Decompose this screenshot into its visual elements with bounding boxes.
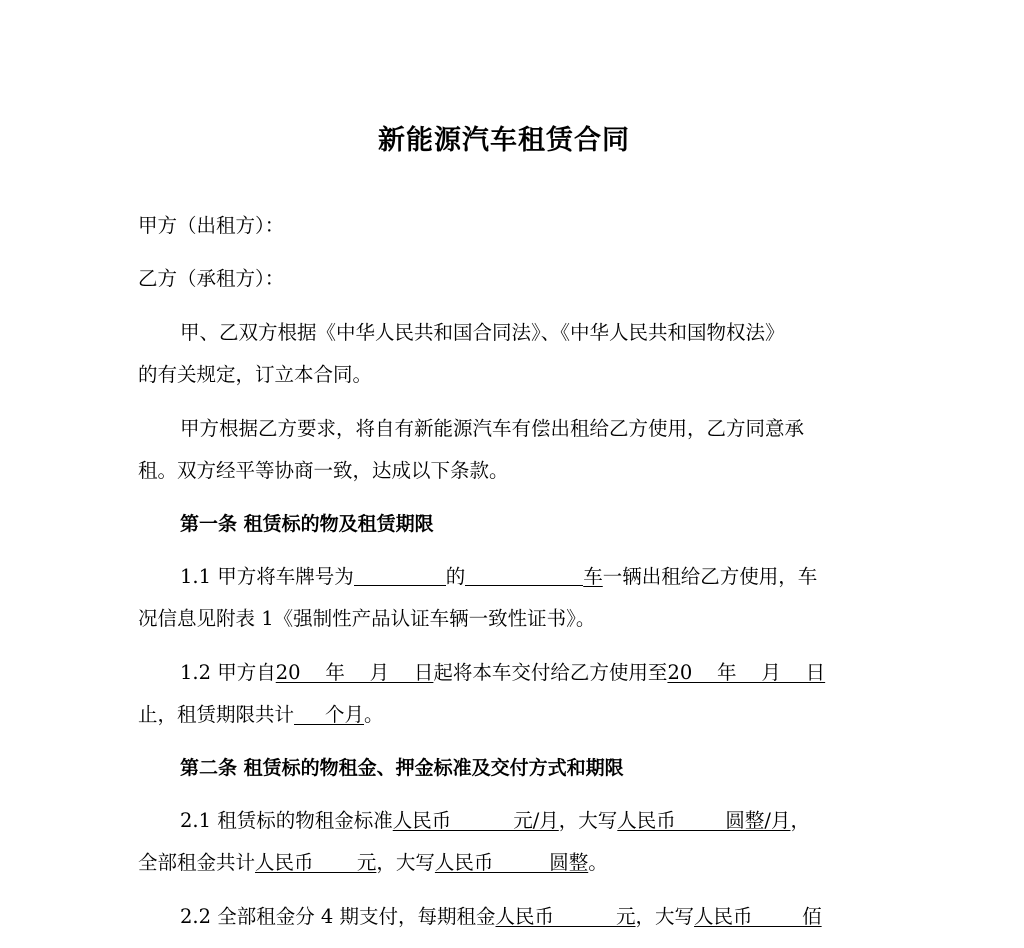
lease-months-field: 个月 xyxy=(294,703,365,726)
article-2-heading: 第二条 租赁标的物租金、押金标准及交付方式和期限 xyxy=(180,757,624,779)
clause-1-2-line1 xyxy=(180,660,825,686)
clause-1-2-text-e: 止，租赁期限共计 xyxy=(138,703,295,726)
clause-2-1-text-j: 。 xyxy=(588,851,608,874)
end-date-field: 20 年 月 日 xyxy=(667,661,826,684)
purpose-paragraph-line1: 甲方根据乙方要求，将自有新能源汽车有偿出租给乙方使用，乙方同意承 xyxy=(180,417,805,440)
purpose-paragraph-line2: 租。双方经平等协商一致，达成以下条款。 xyxy=(138,459,509,482)
clause-2-1-line2 xyxy=(138,850,608,876)
clause-2-1-text-e: ， xyxy=(790,809,810,832)
clause-1-1-line1 xyxy=(180,564,817,590)
clause-2-1-text-h: ，大写 xyxy=(376,851,435,874)
intro-paragraph-line2: 的有关规定，订立本合同。 xyxy=(138,363,373,386)
article-1-heading: 第一条 租赁标的物及租赁期限 xyxy=(180,513,434,535)
party-a-label: 甲方（出租方）： xyxy=(138,214,285,237)
clause-2-1-text-a: 2.1 租赁标的物租金标准 xyxy=(180,809,393,832)
clause-1-2-text-c: 起将本车交付给乙方使用至 xyxy=(433,661,668,684)
clause-1-2-text-g: 。 xyxy=(364,703,384,726)
clause-2-2-text-a: 2.2 全部租金分 4 期支付，每期租金 xyxy=(180,905,496,928)
clause-1-2-line2 xyxy=(138,702,384,728)
clause-1-1-text-c: 车 xyxy=(583,565,603,588)
total-rent-uppercase-field: 人民币 圆整 xyxy=(434,851,589,874)
party-b-label: 乙方（承租方）： xyxy=(138,267,285,290)
monthly-rent-field: 人民币 元/月 xyxy=(392,809,559,832)
intro-paragraph-line1: 甲、乙双方根据《中华人民共和国合同法》、《中华人民共和国物权法》 xyxy=(180,321,785,344)
installment-rent-uppercase-field: 人民币 佰 xyxy=(694,905,822,928)
installment-rent-field: 人民币 元 xyxy=(495,905,636,928)
clause-2-2-text-c: ，大写 xyxy=(635,905,695,928)
document-title: 新能源汽车租赁合同 xyxy=(378,125,630,156)
clause-2-2-line1 xyxy=(180,904,822,930)
clause-1-1-text-b: 的 xyxy=(445,565,466,588)
clause-1-1-text-a: 1.1 甲方将车牌号为 xyxy=(180,565,354,588)
clause-1-2-text-a: 1.2 甲方自 xyxy=(180,661,276,684)
clause-2-1-line1 xyxy=(180,808,810,834)
start-date-field: 20 年 月 日 xyxy=(275,661,434,684)
clause-2-1-text-f: 全部租金共计 xyxy=(138,851,256,874)
total-rent-field: 人民币 元 xyxy=(255,851,377,874)
monthly-rent-uppercase-field: 人民币 圆整/月 xyxy=(617,809,791,832)
clause-1-1-text-d: 一辆出租给乙方使用，车 xyxy=(602,565,818,588)
plate-number-blank xyxy=(354,565,446,586)
clause-1-1-line2: 况信息见附表 1《强制性产品认证车辆一致性证书》。 xyxy=(138,607,596,630)
clause-2-1-text-c: ，大写 xyxy=(558,809,618,832)
vehicle-model-blank xyxy=(465,565,583,586)
